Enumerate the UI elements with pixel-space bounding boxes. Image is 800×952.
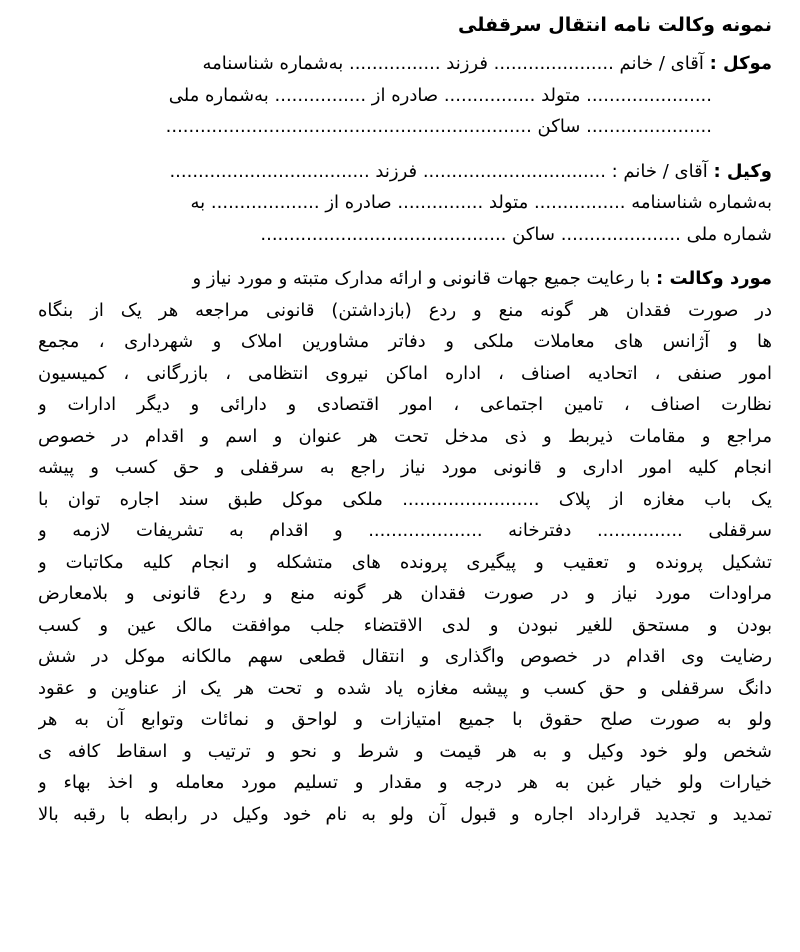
subject-line: یک باب مغازه از پلاک ........................ ملکی موکل طبق سند اجاره توان با bbox=[38, 488, 772, 510]
subject-line-1 bbox=[38, 263, 772, 295]
subject-line: خیارات ولو خیار غبن به هر درجه و مقدار و تسلیم مورد معامله و اخذ بهاء و bbox=[38, 772, 772, 793]
subject-line: تمدید و تجدید قرارداد اجاره و قبول آن ولو به نام خود وکیل در رابطه با رقبه بالا bbox=[38, 803, 772, 825]
subject-line: بودن و مستحق للغیر نبودن و لدی الاقتضاء جلب موافقت مالک عین و کسب bbox=[38, 614, 772, 636]
document-title: نمونه وکالت نامه انتقال سرقفلی bbox=[458, 14, 772, 36]
subject-line: نظارت اصناف ، تامین اجتماعی ، امور اقتصادی و دارائی و دیگر ادارات و bbox=[38, 394, 772, 415]
subject-line: رضایت وی اقدام در خصوص واگذاری و انتقال قطعی سهم مالکانه موکل در شش bbox=[38, 646, 772, 667]
agent-line-2: به‌شماره شناسنامه ................ متولد ............... صادره از ................... به bbox=[190, 192, 772, 213]
principal-line-3: ...................... ساکن ................................................................ bbox=[165, 116, 712, 137]
agent-text-1: آقای / خانم : ................................ فرزند ................................... bbox=[169, 160, 708, 182]
principal-line-2: ...................... متولد ................ صادره از ................ به‌شماره ملی bbox=[168, 84, 712, 106]
principal-text-1: آقای / خانم ..................... فرزند ................ به‌شماره شناسنامه bbox=[202, 53, 704, 74]
agent-line-1 bbox=[38, 156, 772, 188]
subject-label: مورد وکالت : bbox=[656, 268, 772, 289]
subject-line: ولو به صورت صلح حقوق با جمیع امتیازات و لواحق و نمائات وتوابع آن به هر bbox=[38, 709, 772, 730]
agent-line-3: شماره ملی ..................... ساکن ........................................... bbox=[260, 223, 772, 245]
section-spacer bbox=[38, 143, 772, 156]
subject-section bbox=[38, 263, 772, 830]
principal-label: موکل : bbox=[709, 53, 772, 74]
subject-text-1: با رعایت جمیع جهات قانونی و ارائه مدارک متبته و مورد نیاز و bbox=[192, 268, 651, 289]
subject-line: سرقفلی ............... دفترخانه .................... و اقدام به تشریفات لازمه و bbox=[38, 520, 772, 541]
subject-line: ها و آژانس های معاملات ملکی و دفاتر مشاورین املاک و شهرداری ، مجمع bbox=[38, 331, 772, 352]
subject-line: مراجع و مقامات ذیربط و ذی مدخل تحت هر عنوان و اسم و اقدام در خصوص bbox=[38, 425, 772, 447]
principal-section bbox=[38, 48, 772, 143]
subject-line: شخص ولو خود وکیل و به هر قیمت و شرط و نحو و ترتیب و اسقاط کافه ی bbox=[38, 740, 772, 762]
subject-line: مراودات مورد نیاز و در صورت فقدان هر گونه منع و ردع قانونی و بلامعارض bbox=[38, 583, 772, 604]
principal-line-1 bbox=[38, 48, 772, 80]
section-spacer bbox=[38, 250, 772, 263]
subject-line: تشکیل پرونده و تعقیب و پیگیری پرونده های متشکله و انجام کلیه مکاتبات و bbox=[38, 551, 772, 573]
agent-label: وکیل : bbox=[713, 160, 772, 182]
subject-line: انجام کلیه امور اداری و قانونی مورد نیاز راجع به سرقفلی و حق کسب و پیشه bbox=[38, 457, 772, 478]
subject-line: امور صنفی ، اتحادیه اصناف ، اداره اماکن نیروی انتظامی ، بازرگانی ، کمیسیون bbox=[38, 362, 772, 384]
agent-section bbox=[38, 156, 772, 251]
subject-line: دانگ سرقفلی و حق کسب و پیشه مغازه یاد شده و تحت هر یک از عناوین و عقود bbox=[38, 677, 772, 699]
subject-line: در صورت فقدان هر گونه منع و ردع (بازداشتن) قانونی مراجعه هر یک از بنگاه bbox=[38, 299, 772, 321]
